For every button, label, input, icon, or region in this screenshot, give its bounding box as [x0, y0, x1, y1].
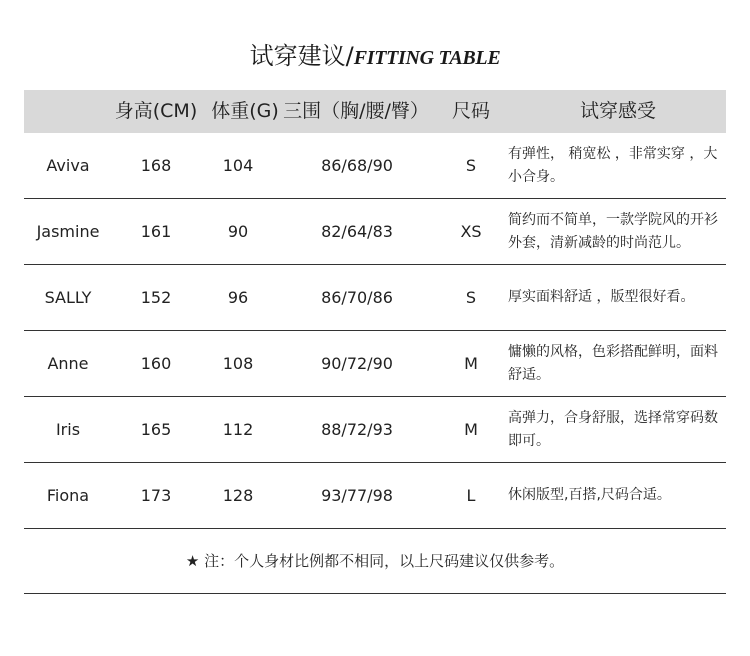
model-name: SALLY: [44, 288, 92, 307]
model-feedback: [508, 397, 720, 462]
model-feedback-text: 慵懒的风格，色彩搭配鲜明，面料舒适。: [508, 343, 718, 383]
model-weight: 128: [222, 486, 254, 505]
model-measurements: 86/68/90: [321, 156, 393, 175]
table-row: [24, 331, 726, 397]
model-height: 161: [140, 222, 172, 241]
model-name: Anne: [47, 354, 89, 373]
model-feedback-text: 简约而不简单，一款学院风的开衫外套，清新减龄的时尚范儿。: [508, 211, 718, 251]
model-name: Aviva: [46, 156, 90, 175]
model-measurements: 82/64/83: [321, 222, 393, 241]
model-measurements: 86/70/86: [321, 288, 393, 307]
model-feedback: [508, 463, 720, 528]
model-feedback-text: 有弹性， 稍宽松 ，非常实穿 ，大小合身。: [508, 145, 718, 185]
model-height: 165: [140, 420, 172, 439]
model-weight: 96: [227, 288, 249, 307]
model-weight: 90: [227, 222, 249, 241]
table-row: [24, 199, 726, 265]
model-weight: 108: [222, 354, 254, 373]
model-feedback-text: 休闲版型,百搭,尺码合适。: [508, 487, 671, 503]
model-size: S: [465, 288, 477, 307]
model-name: Jasmine: [36, 222, 100, 241]
footnote: ★ 注：个人身材比例都不相同，以上尺码建议仅供参考。: [24, 529, 726, 594]
model-feedback-text: 厚实面料舒适 ，版型很好看。: [508, 289, 695, 305]
header-measurements: 三围（胸/腰/臀）: [283, 100, 429, 122]
page-title: [0, 38, 750, 76]
model-size: S: [465, 156, 477, 175]
model-weight: 112: [222, 420, 254, 439]
table-header: [24, 90, 726, 133]
model-height: 152: [140, 288, 172, 307]
model-measurements: 93/77/98: [321, 486, 393, 505]
model-name: Iris: [55, 420, 81, 439]
model-feedback: [508, 199, 720, 264]
header-size: 尺码: [451, 100, 490, 122]
header-feedback: 试穿感受: [579, 100, 656, 122]
model-size: XS: [460, 222, 482, 241]
model-size: M: [464, 420, 478, 439]
model-height: 173: [140, 486, 172, 505]
model-weight: 104: [222, 156, 254, 175]
table-row: [24, 463, 726, 529]
model-feedback: [508, 331, 720, 396]
model-size: L: [466, 486, 476, 505]
table-row: [24, 265, 726, 331]
header-weight: 体重(G): [211, 100, 279, 122]
model-height: 160: [140, 354, 172, 373]
model-feedback: [508, 133, 720, 198]
title-english: FITTING TABLE: [353, 47, 501, 69]
header-height: 身高(CM): [114, 100, 198, 122]
table-row: [24, 133, 726, 199]
model-feedback-text: 高弹力，合身舒服，选择常穿码数即可。: [508, 409, 718, 449]
table-row: [24, 397, 726, 463]
model-measurements: 90/72/90: [321, 354, 393, 373]
model-measurements: 88/72/93: [321, 420, 393, 439]
model-feedback: [508, 265, 720, 330]
title-chinese: 试穿建议/: [249, 42, 354, 70]
model-name: Fiona: [46, 486, 90, 505]
model-height: 168: [140, 156, 172, 175]
model-size: M: [464, 354, 478, 373]
